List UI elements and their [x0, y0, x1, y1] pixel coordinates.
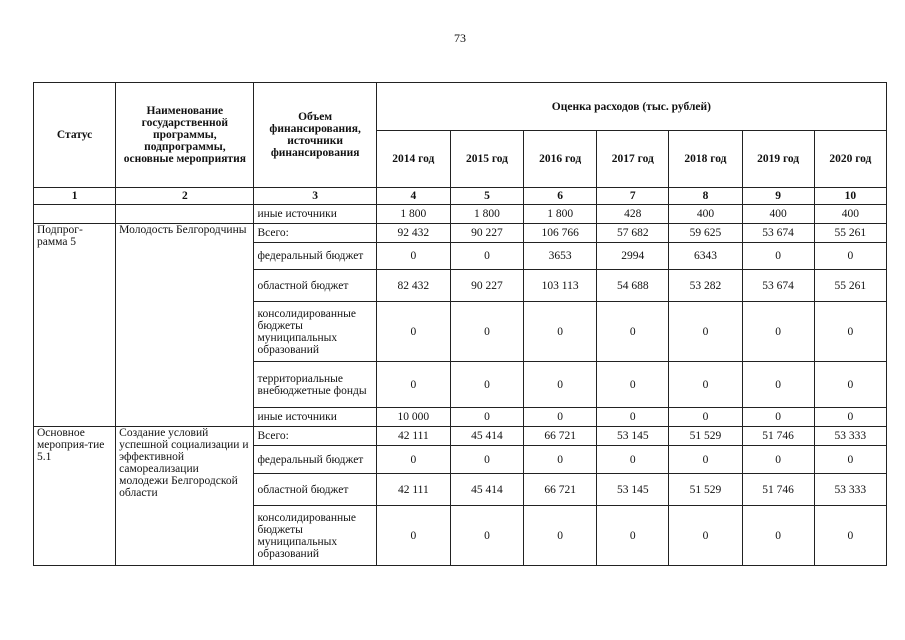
value-cell: 0	[376, 446, 450, 474]
value-cell: 0	[524, 506, 597, 566]
source-cell: федеральный бюджет	[254, 446, 376, 474]
column-index: 1	[34, 188, 116, 205]
value-cell: 3653	[524, 243, 597, 270]
value-cell: 0	[742, 506, 814, 566]
value-cell: 53 282	[669, 270, 742, 302]
value-cell: 428	[597, 205, 669, 224]
value-cell: 51 746	[742, 474, 814, 506]
value-cell: 1 800	[450, 205, 523, 224]
value-cell: 0	[597, 446, 669, 474]
value-cell: 400	[814, 205, 886, 224]
source-cell: Всего:	[254, 224, 376, 243]
value-cell: 0	[742, 362, 814, 408]
value-cell: 92 432	[376, 224, 450, 243]
budget-table	[33, 82, 887, 566]
value-cell: 0	[524, 362, 597, 408]
value-cell: 400	[742, 205, 814, 224]
value-cell: 0	[597, 408, 669, 427]
value-cell: 400	[669, 205, 742, 224]
table-row	[34, 205, 887, 224]
column-index: 4	[376, 188, 450, 205]
value-cell: 51 529	[669, 474, 742, 506]
header-year: 2018 год	[669, 131, 742, 188]
value-cell: 0	[669, 446, 742, 474]
header-name: Наименование государственной программы, подпрограммы, основные мероприятия	[116, 83, 254, 188]
value-cell: 0	[597, 302, 669, 362]
source-cell: консолидированные бюджеты муниципальных образований	[254, 506, 376, 566]
name-cell	[116, 205, 254, 224]
header-status: Статус	[34, 83, 116, 188]
value-cell: 0	[669, 302, 742, 362]
status-cell: Подпрог-рамма 5	[34, 224, 116, 427]
value-cell: 57 682	[597, 224, 669, 243]
value-cell: 0	[376, 506, 450, 566]
value-cell: 6343	[669, 243, 742, 270]
value-cell: 10 000	[376, 408, 450, 427]
column-index-row	[34, 188, 887, 205]
value-cell: 0	[450, 243, 523, 270]
value-cell: 0	[742, 243, 814, 270]
source-cell: федеральный бюджет	[254, 243, 376, 270]
value-cell: 53 333	[814, 474, 886, 506]
value-cell: 0	[450, 362, 523, 408]
value-cell: 82 432	[376, 270, 450, 302]
value-cell: 90 227	[450, 270, 523, 302]
source-cell: областной бюджет	[254, 474, 376, 506]
name-cell: Создание условий успешной социализации и эффективной самореализации молодежи Белгородской области	[116, 427, 254, 566]
header-volume: Объем финансирования, источники финансирования	[254, 83, 376, 188]
column-index: 7	[597, 188, 669, 205]
value-cell: 1 800	[524, 205, 597, 224]
value-cell: 106 766	[524, 224, 597, 243]
value-cell: 0	[742, 446, 814, 474]
value-cell: 0	[524, 302, 597, 362]
value-cell: 51 529	[669, 427, 742, 446]
value-cell: 0	[814, 302, 886, 362]
value-cell: 45 414	[450, 427, 523, 446]
value-cell: 103 113	[524, 270, 597, 302]
status-cell	[34, 205, 116, 224]
value-cell: 45 414	[450, 474, 523, 506]
header-estimate: Оценка расходов (тыс. рублей)	[376, 83, 886, 131]
value-cell: 90 227	[450, 224, 523, 243]
value-cell: 0	[742, 302, 814, 362]
value-cell: 0	[814, 243, 886, 270]
source-cell: территориальные внебюджетные фонды	[254, 362, 376, 408]
column-index: 8	[669, 188, 742, 205]
value-cell: 0	[450, 302, 523, 362]
value-cell: 2994	[597, 243, 669, 270]
status-cell: Основное мероприя-тие 5.1	[34, 427, 116, 566]
value-cell: 0	[450, 506, 523, 566]
value-cell: 0	[814, 408, 886, 427]
value-cell: 59 625	[669, 224, 742, 243]
column-index: 10	[814, 188, 886, 205]
value-cell: 0	[450, 408, 523, 427]
value-cell: 55 261	[814, 270, 886, 302]
source-cell: областной бюджет	[254, 270, 376, 302]
value-cell: 53 674	[742, 270, 814, 302]
source-cell: иные источники	[254, 408, 376, 427]
source-cell: Всего:	[254, 427, 376, 446]
header-year: 2020 год	[814, 131, 886, 188]
page-number: 73	[454, 31, 466, 45]
value-cell: 66 721	[524, 474, 597, 506]
source-cell: иные источники	[254, 205, 376, 224]
value-cell: 0	[376, 362, 450, 408]
value-cell: 0	[814, 446, 886, 474]
header-year: 2019 год	[742, 131, 814, 188]
value-cell: 0	[669, 506, 742, 566]
value-cell: 0	[376, 302, 450, 362]
table-row	[34, 224, 887, 243]
value-cell: 0	[376, 243, 450, 270]
column-index: 6	[524, 188, 597, 205]
header-year: 2017 год	[597, 131, 669, 188]
value-cell: 0	[524, 446, 597, 474]
value-cell: 1 800	[376, 205, 450, 224]
value-cell: 51 746	[742, 427, 814, 446]
value-cell: 0	[597, 506, 669, 566]
column-index: 3	[254, 188, 376, 205]
header-year: 2014 год	[376, 131, 450, 188]
value-cell: 53 145	[597, 474, 669, 506]
value-cell: 54 688	[597, 270, 669, 302]
value-cell: 0	[742, 408, 814, 427]
value-cell: 55 261	[814, 224, 886, 243]
value-cell: 0	[814, 362, 886, 408]
value-cell: 0	[524, 408, 597, 427]
header-year: 2016 год	[524, 131, 597, 188]
value-cell: 42 111	[376, 474, 450, 506]
value-cell: 53 674	[742, 224, 814, 243]
name-cell: Молодость Белгородчины	[116, 224, 254, 427]
value-cell: 0	[669, 408, 742, 427]
value-cell: 53 333	[814, 427, 886, 446]
table-row	[34, 427, 887, 446]
column-index: 2	[116, 188, 254, 205]
value-cell: 0	[814, 506, 886, 566]
value-cell: 0	[597, 362, 669, 408]
source-cell: консолидированные бюджеты муниципальных образований	[254, 302, 376, 362]
header-year: 2015 год	[450, 131, 523, 188]
column-index: 5	[450, 188, 523, 205]
value-cell: 42 111	[376, 427, 450, 446]
value-cell: 0	[450, 446, 523, 474]
value-cell: 53 145	[597, 427, 669, 446]
value-cell: 66 721	[524, 427, 597, 446]
value-cell: 0	[669, 362, 742, 408]
column-index: 9	[742, 188, 814, 205]
